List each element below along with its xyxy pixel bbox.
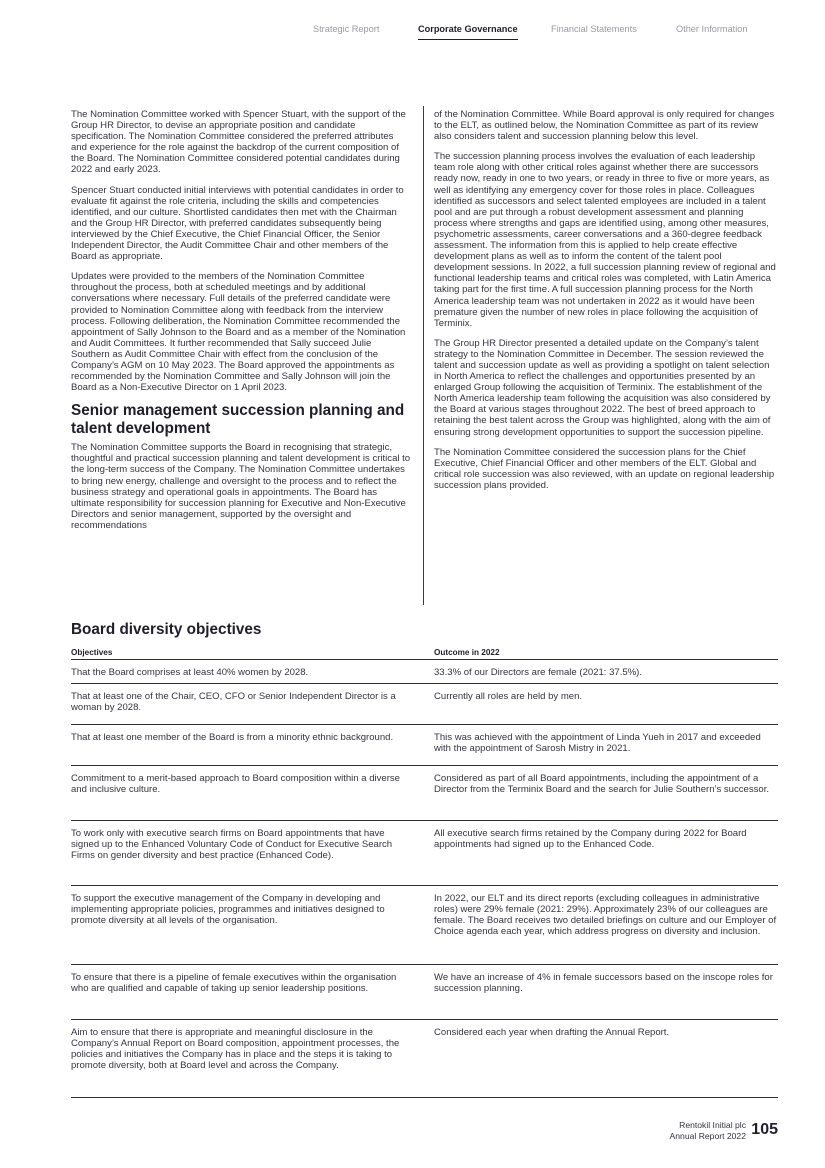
objective-cell: To work only with executive search firms on Board appointments that have signed up to the Enhanced Voluntary Code of Conduct for Executive Search Firms on gender diversity and best practice (Enhanced Code). — [71, 828, 393, 862]
outcome-cell: Considered each year when drafting the Annual Report. — [434, 1027, 670, 1038]
section-heading: Senior management succession planning and talent development — [71, 402, 405, 438]
header-outcome: Outcome in 2022 — [434, 648, 500, 657]
paragraph: The succession planning process involves the evaluation of each leadership team role along with other critical roles against whether there are successors ready now, ready in one to two years, or ready in three to five or more years, as well as identifying any emergency cover for those roles in place. Colleagues identified as successors and select talented employees are included in a talent pool and are put through a robust development assessment and planning process where strengths and gaps are identified using, among other measures, psychometric assessments, career conversations and a 360-degree feedback assessment. The information from this is applied to help create effective development plans as well as to inform the content of the talent pool development sessions. In 2022, a full succession planning review of regional and functional leadership teams and critical roles was completed, with Latin America taking part for the first time. A full succession planning process for the North America leadership team was not undertaken in 2022 as it would have been premature given the number of new roles in place following the acquisition of Terminix. — [434, 151, 776, 329]
objective-cell: That at least one of the Chair, CEO, CFO or Senior Independent Director is a woman by 2028. — [71, 691, 396, 714]
left-column — [71, 109, 412, 540]
section-nav — [0, 24, 825, 40]
report-name: Annual Report 2022 — [669, 1131, 746, 1141]
objective-cell: Aim to ensure that there is appropriate and meaningful disclosure in the Company’s Annual Report on Board composition, appointment processes, the policies and initiatives the Company has in place and the steps it is taking to promote diversity, both at Board level and across the Company. — [71, 1027, 400, 1072]
page-number: 105 — [751, 1121, 778, 1138]
outcome-cell: In 2022, our ELT and its direct reports (excluding colleagues in administrative roles) were 29% female (2021: 29%). Approximately 23% of our colleagues are female. The Board receives two detailed briefings on culture and our Employer of Choice agenda each year, which address progress on diversity and inclusion. — [434, 893, 777, 938]
table-row — [71, 1020, 778, 1098]
table-row — [71, 886, 778, 965]
objective-cell: To ensure that there is a pipeline of female executives within the organisation who are qualified and capable of taking up senior leadership positions. — [71, 972, 397, 995]
table-header — [71, 646, 778, 660]
outcome-cell: 33.3% of our Directors are female (2021: 37.5%). — [434, 667, 643, 678]
outcome-cell: Currently all roles are held by men. — [434, 691, 583, 702]
table-row — [71, 965, 778, 1020]
table-row — [71, 821, 778, 886]
outcome-cell: This was achieved with the appointment of Linda Yueh in 2017 and exceeded with the appointment of Sarosh Mistry in 2021. — [434, 732, 761, 755]
paragraph: Updates were provided to the members of the Nomination Committee throughout the process, both at scheduled meetings and by additional conversations where necessary. Full details of the preferred candidate were provided to Nomination Committee along with feedback from the interview process. Following deliberation, the Nomination Committee recommended the appointment of Sally Johnson to the Board and as a member of the Nomination and Audit Committees. It further recommended that Sally succeed Julie Southern as Audit Committee Chair with effect from the conclusion of the Company’s AGM on 10 May 2023. The Board approved the appointments as recommended by the Nomination Committee and Sally Johnson will join the Board as a Non-Executive Director on 1 April 2023. — [71, 271, 406, 394]
column-divider — [423, 106, 424, 605]
paragraph: The Nomination Committee supports the Board in recognising that strategic, thoughtful and practical succession planning and talent development is critical to the long-term success of the Company. The Nomination Committee undertakes to bring new energy, challenge and oversight to the process and to reflect the business strategy and operational goals in appointments. The Board has ultimate responsibility for succession planning for Executive and Non-Executive Directors and senior management, supported by the oversight and recommendations — [71, 442, 411, 531]
paragraph: The Group HR Director presented a detailed update on the Company’s talent strategy to the Nomination Committee in December. The session reviewed the talent and succession update as well as providing a spotlight on talent selection in North America to reflect the challenges and opportunities presented by an enlarged Group following the acquisition of Terminix. The establishment of the North America leadership team following the acquisition was also considered by the Board at various stages throughout 2022. The best of breed approach to retaining the best talent across the Group was highlighted, along with the aim of ensuring strong development opportunities to support the succession pipeline. — [434, 337, 771, 438]
paragraph: The Nomination Committee worked with Spencer Stuart, with the support of the Group HR Director, to devise an appropriate position and candidate specification. The Nomination Committee considered the preferred attributes and experience for the role against the backdrop of the current composition of the Board. The Nomination Committee considered potential candidates during 2022 and early 2023. — [71, 109, 406, 176]
nav-financial-statements[interactable]: Financial Statements — [551, 24, 637, 34]
table-row — [71, 660, 778, 684]
outcome-cell: Considered as part of all Board appointments, including the appointment of a Director from the Terminix Board and the search for Julie Southern’s successor. — [434, 773, 770, 796]
table-row — [71, 766, 778, 821]
table-row — [71, 725, 778, 766]
paragraph: of the Nomination Committee. While Board approval is only required for changes to the ELT, as outlined below, the Nomination Committee as part of its review also considers talent and succession planning below this level. — [434, 109, 775, 143]
diversity-objectives-table — [71, 646, 778, 1098]
company-name: Rentokil Initial plc — [679, 1120, 746, 1130]
nav-other-information[interactable]: Other Information — [676, 24, 748, 34]
objective-cell: That the Board comprises at least 40% women by 2028. — [71, 667, 309, 678]
paragraph: The Nomination Committee considered the succession plans for the Chief Executive, Chief Financial Officer and other members of the ELT. Global and critical role succession was also reviewed, with an update on regional leadership succession plans provided. — [434, 446, 775, 491]
table-row — [71, 684, 778, 725]
paragraph: Spencer Stuart conducted initial interviews with potential candidates in order to evaluate fit against the role criteria, including the skills and competencies identified, and our culture. Shortlisted candidates then met with the Chairman and the Group HR Director, with preferred candidates subsequently being interviewed by the Chief Executive, the Chief Financial Officer, the Senior Independent Director, the Audit Committee Chair and other members of the Board as appropriate. — [71, 184, 404, 263]
nav-corporate-governance[interactable]: Corporate Governance — [418, 24, 518, 34]
header-objectives: Objectives — [71, 648, 113, 657]
objective-cell: Commitment to a merit-based approach to Board composition within a diverse and inclusive culture. — [71, 773, 400, 796]
right-column — [434, 109, 778, 500]
outcome-cell: We have an increase of 4% in female successors based on the inscope roles for succession planning. — [434, 972, 773, 995]
outcome-cell: All executive search firms retained by the Company during 2022 for Board appointments had signed up to the Enhanced Code. — [434, 828, 747, 851]
table-title: Board diversity objectives — [71, 621, 262, 638]
footer-text — [670, 1120, 746, 1142]
nav-strategic-report[interactable]: Strategic Report — [313, 24, 380, 34]
objective-cell: To support the executive management of the Company in developing and implementing appropriate policies, programmes and initiatives designed to promote diversity at all levels of the organisation. — [71, 893, 385, 927]
objective-cell: That at least one member of the Board is from a minority ethnic background. — [71, 732, 394, 743]
